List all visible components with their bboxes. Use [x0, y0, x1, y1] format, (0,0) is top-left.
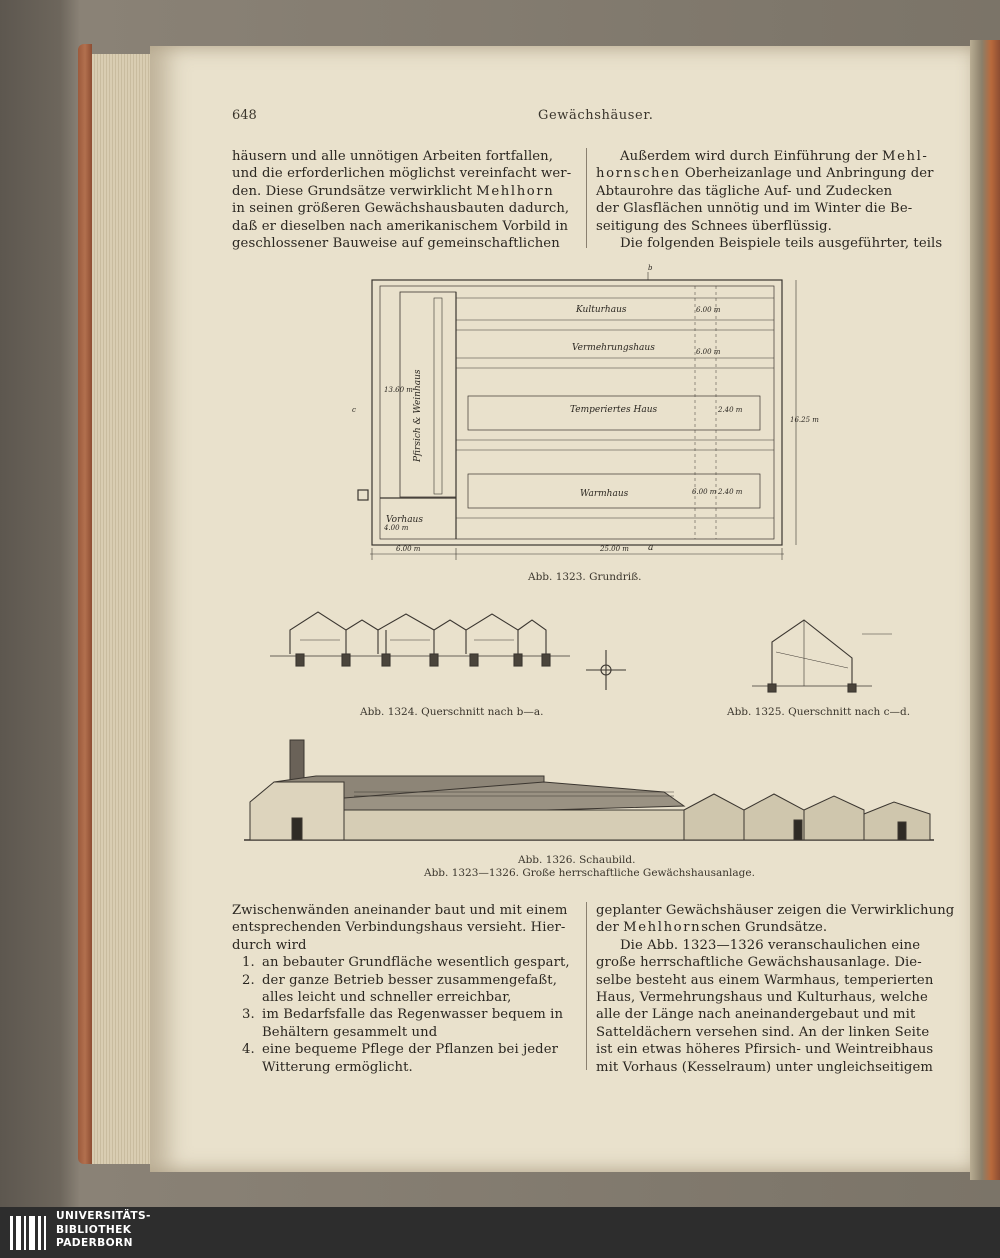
text-line: Außerdem wird durch Einführung der Mehl- [620, 149, 929, 164]
text-line: entsprechenden Verbindungshaus versieht. Hier- [232, 920, 566, 936]
dimension-label: 6.00 m [396, 545, 421, 553]
benefit-list [232, 954, 574, 1076]
text-line: Abtaurohre das tägliche Auf- und Zudecken [596, 183, 893, 199]
cross-section-c-d [742, 612, 902, 702]
section-letter: c [352, 406, 356, 414]
room-label-warmhaus: Warmhaus [580, 489, 629, 499]
dimension-label: 16.25 m [790, 416, 819, 424]
library-name-line: PADERBORN [56, 1237, 133, 1249]
author-name: Mehl- [882, 149, 929, 164]
caption-group: Abb. 1323—1326. Große herrschaftliche Gewächshausanlage. [424, 867, 755, 879]
top-right-column [596, 148, 943, 252]
text-line: und die erforderlichen möglichst vereinfacht wer- [232, 166, 572, 182]
room-label-pfirsichhaus: Pfirsich & Weinhaus [413, 369, 423, 462]
text-line: den. Diese Grundsätze verwirklicht Mehlhorn [232, 183, 555, 199]
text-line: Zwischenwänden aneinander baut und mit einem [232, 903, 568, 918]
dimension-label: 13.60 m [384, 386, 413, 394]
column-rule [586, 902, 587, 1070]
text-line: Die Abb. 1323—1326 veranschaulichen eine [620, 937, 921, 953]
text-line: alle der Länge nach aneinandergebaut und mit [596, 1007, 916, 1023]
text-line: der Glasflächen unnötig und im Winter die Be- [596, 201, 913, 217]
text-line: Die folgenden Beispiele teils ausgeführter, teils [620, 236, 943, 252]
caption-abb1323: Abb. 1323. Grundriß. [528, 571, 642, 583]
list-item: 1. an bebauter Grundfläche wesentlich gespart, [242, 955, 570, 971]
text-line: selbe besteht aus einem Warmhaus, temperierten [596, 972, 934, 988]
text-line: Satteldächern versehen sind. An der linken Seite [596, 1024, 930, 1040]
list-item: 4. eine bequeme Pflege der Pflanzen bei jeder Witterung ermöglicht. [242, 1042, 559, 1075]
room-label-vermehrungshaus: Vermehrungshaus [572, 343, 655, 353]
dimension-label: 4.00 m [384, 524, 409, 532]
top-left-column [232, 148, 574, 252]
perspective-view-drawing [244, 736, 944, 856]
text-line: hornschen Oberheizanlage und Anbringung der [596, 166, 934, 182]
room-label-temperiertes-haus: Temperiertes Haus [570, 405, 658, 415]
list-item: 2. der ganze Betrieb besser zusammengefaßt, alles leicht und schneller erreichbar, [242, 972, 557, 1006]
column-rule [586, 148, 587, 248]
author-name: Mehlhorn [623, 920, 702, 936]
room-label-kulturhaus: Kulturhaus [576, 305, 627, 315]
floor-plan-drawing [340, 262, 819, 572]
author-name: Mehlhorn [476, 183, 555, 199]
caption-abb1326: Abb. 1326. Schaubild. [518, 854, 636, 866]
library-logo-icon [8, 1212, 50, 1254]
author-name: hornschen [596, 166, 681, 182]
room-label-vorhaus: Vorhaus [386, 515, 423, 525]
bottom-right-column [596, 902, 955, 1076]
text-line: große herrschaftliche Gewächshausanlage. Die- [596, 955, 922, 971]
text-line: daß er dieselben nach amerikanischem Vorbild in [232, 218, 569, 234]
dimension-label: 6.00 m [692, 488, 717, 496]
book-gutter [970, 40, 1000, 1180]
page-number: 648 [232, 108, 257, 123]
caption-abb1325: Abb. 1325. Querschnitt nach c—d. [727, 706, 911, 718]
text-line: seitigung des Schnees überflüssig. [596, 218, 832, 234]
dimension-label: 2.40 m [718, 488, 743, 496]
section-letter: a [648, 543, 654, 553]
text-line: geschlossener Bauweise auf gemeinschaftlichen [232, 236, 560, 252]
dimension-label: 6.00 m [696, 306, 721, 314]
text-line: Haus, Vermehrungshaus und Kulturhaus, welche [596, 990, 928, 1006]
text-line: der Mehlhornschen Grundsätze. [596, 920, 828, 936]
section-letter: b [648, 264, 653, 272]
library-name-line: UNIVERSITÄTS- [56, 1210, 151, 1222]
list-item: 3. im Bedarfsfalle das Regenwasser bequem in Behältern gesammelt und [242, 1007, 564, 1040]
bottom-left-column [232, 902, 574, 1076]
book-cover-edge [78, 44, 92, 1164]
caption-abb1324: Abb. 1324. Querschnitt nach b—a. [360, 706, 544, 718]
text-line: durch wird [232, 937, 307, 953]
text-line: mit Vorhaus (Kesselraum) unter ungleichseitigem [596, 1059, 933, 1075]
cross-section-b-a [270, 598, 630, 708]
library-name [56, 1210, 151, 1251]
library-name-line: BIBLIOTHEK [56, 1223, 132, 1236]
dimension-label: 25.00 m [600, 545, 629, 553]
text-line: in seinen größeren Gewächshausbauten dadurch, [232, 201, 570, 217]
dimension-label: 2.40 m [718, 406, 743, 414]
text-line: häusern und alle unnötigen Arbeiten fortfallen, [232, 149, 554, 164]
text-line: ist ein etwas höheres Pfirsich- und Weintreibhaus [596, 1042, 934, 1058]
text-line: geplanter Gewächshäuser zeigen die Verwirklichung [596, 903, 955, 918]
page-stack-edge [92, 54, 154, 1164]
dimension-label: 6.00 m [696, 348, 721, 356]
running-title: Gewächshäuser. [538, 108, 654, 123]
